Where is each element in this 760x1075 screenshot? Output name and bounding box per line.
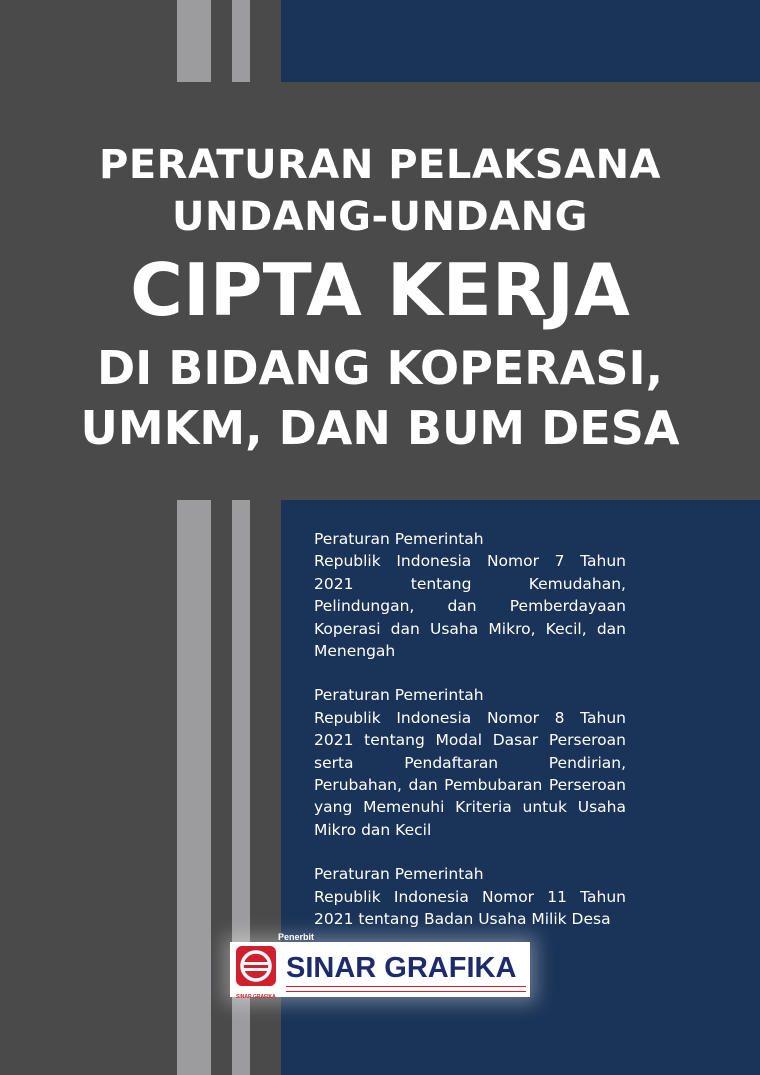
regulation-heading: Peraturan Pemerintah — [314, 865, 484, 884]
regulation-text: Republik Indonesia Nomor 8 Tahun 2021 tentang Modal Dasar Perseroan serta Pendaftaran Pendirian, Perubahan, dan Pembubaran Perseroan yang Memenuhi Kriteria untuk Usaha Mikro dan Kecil — [314, 708, 626, 839]
top-stripe-wide — [177, 0, 211, 82]
publisher-logo — [230, 942, 530, 1000]
publisher-block — [230, 932, 530, 1002]
title-line-5: UMKM, DAN BUM DESA — [80, 401, 680, 455]
regulation-heading: Peraturan Pemerintah — [314, 530, 484, 548]
regulation-item — [314, 528, 626, 662]
regulation-text: Republik Indonesia Nomor 7 Tahun 2021 tentang Kemudahan, Pelindungan, dan Pemberdayaan Koperasi dan Usaha Mikro, Kecil, dan Menengah — [314, 552, 626, 661]
logo-small-text: SINAR GRAFIKA — [236, 994, 276, 1000]
regulation-list — [314, 528, 626, 953]
publisher-label: Penerbit — [278, 932, 315, 942]
title-line-3: CIPTA KERJA — [130, 248, 630, 332]
regulation-heading: Peraturan Pemerintah — [314, 686, 484, 705]
publisher-name: SINAR GRAFIKA — [286, 952, 517, 984]
title-line-4: DI BIDANG KOPERASI, — [96, 341, 664, 395]
regulation-item — [314, 863, 626, 930]
title-line-2: UNDANG-UNDANG — [172, 194, 588, 240]
title-line-1: PERATURAN PELAKSANA — [99, 142, 661, 188]
brand-underline — [286, 986, 526, 992]
regulation-item — [314, 684, 626, 841]
top-stripe-narrow — [232, 0, 250, 82]
top-navy-panel — [281, 0, 760, 82]
regulation-text: Republik Indonesia Nomor 11 Tahun 2021 tentang Badan Usaha Milik Desa — [314, 887, 626, 929]
bottom-stripe-wide — [177, 500, 211, 1075]
sinar-grafika-logo-icon — [236, 946, 276, 992]
book-title — [0, 138, 760, 458]
